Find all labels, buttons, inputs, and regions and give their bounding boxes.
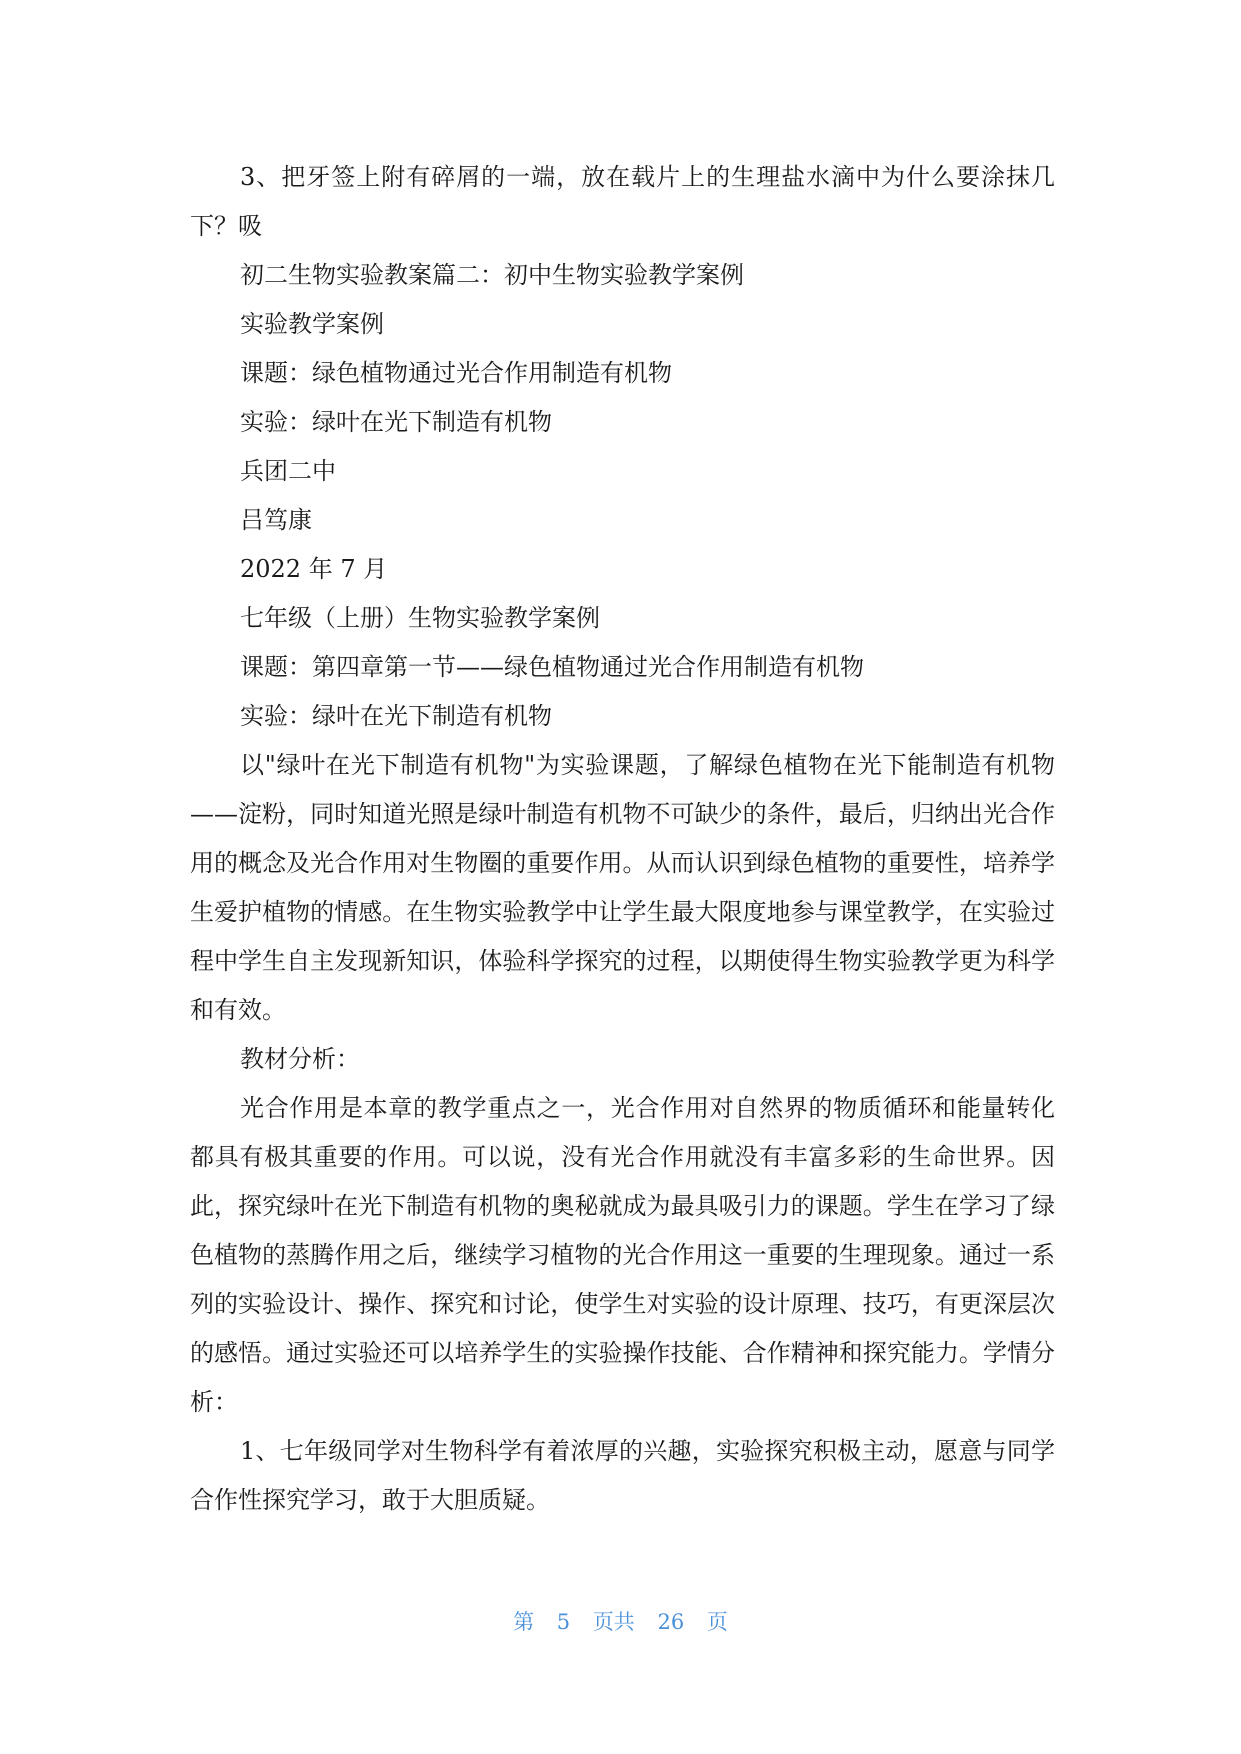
student-point-1: 1、七年级同学对生物科学有着浓厚的兴趣，实验探究积极主动，愿意与同学合作性探究学习，敢于大胆质疑。 — [190, 1437, 1055, 1514]
section-title: 初二生物实验教案篇二：初中生物实验教学案例 — [240, 261, 744, 289]
grade-title: 七年级（上册）生物实验教学案例 — [240, 604, 600, 632]
footer-prefix: 第 — [513, 1610, 535, 1634]
topic-line-2: 课题：第四章第一节——绿色植物通过光合作用制造有机物 — [240, 653, 864, 681]
school-name: 兵团二中 — [240, 457, 336, 485]
experiment-line-2: 实验：绿叶在光下制造有机物 — [240, 702, 552, 730]
footer-page-number: 5 — [556, 1610, 571, 1634]
intro-paragraph: 以"绿叶在光下制造有机物"为实验课题，了解绿色植物在光下能制造有机物——淀粉，同时知道光照是绿叶制造有机物不可缺少的条件，最后，归纳出光合作用的概念及光合作用对生物圈的重要作用。从而认识到绿色植物的重要性，培养学生爱护植物的情感。在生物实验教学中让学生最大限度地参与课堂教学，在实验过程中学生自主发现新知识，体验科学探究的过程，以期使得生物实验教学更为科学和有效。 — [190, 751, 1055, 1024]
material-heading: 教材分析： — [240, 1045, 360, 1073]
material-paragraph: 光合作用是本章的教学重点之一，光合作用对自然界的物质循环和能量转化都具有极其重要的作用。可以说，没有光合作用就没有丰富多彩的生命世界。因此，探究绿叶在光下制造有机物的奥秘就成为最具吸引力的课题。学生在学习了绿色植物的蒸腾作用之后，继续学习植物的光合作用这一重要的生理现象。通过一系列的实验设计、操作、探究和讨论，使学生对实验的设计原理、技巧，有更深层次的感悟。通过实验还可以培养学生的实验操作技能、合作精神和探究能力。学情分析： — [190, 1094, 1055, 1416]
footer-suffix: 页 — [706, 1610, 728, 1634]
case-title: 实验教学案例 — [240, 310, 384, 338]
document-body — [190, 153, 1055, 1525]
footer-middle: 页共 — [592, 1610, 635, 1634]
footer-total-pages: 26 — [657, 1610, 685, 1634]
page-footer — [0, 1606, 1241, 1636]
author-name: 吕笃康 — [240, 506, 312, 534]
question-3: 3、把牙签上附有碎屑的一端，放在载片上的生理盐水滴中为什么要涂抹几下？吸 — [190, 163, 1055, 240]
date-line: 2022 年 7 月 — [240, 555, 388, 583]
topic-line-1: 课题：绿色植物通过光合作用制造有机物 — [240, 359, 672, 387]
experiment-line-1: 实验：绿叶在光下制造有机物 — [240, 408, 552, 436]
